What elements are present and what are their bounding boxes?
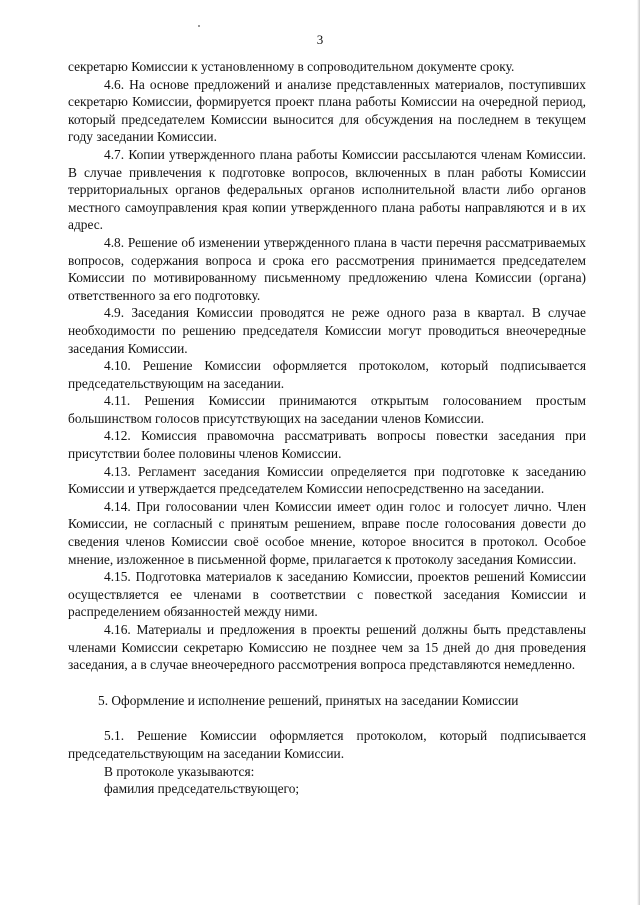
paragraph-4-14: 4.14. При голосовании член Комиссии имеет один голос и голосует лично. Член Комиссии, не согласный с принятым решением, вправе после голосования довести до сведения членов Комиссии своё особое мнение, которое вносится в протокол. Особое мнение, изложенное в письменной форме, прилагается к протоколу заседания Комиссии.	[68, 498, 586, 567]
scan-speck	[198, 25, 200, 27]
paragraph-4-13: 4.13. Регламент заседания Комиссии определяется при подготовке к заседанию Комиссии и утверждается председателем Комиссии непосредственно на заседании.	[68, 463, 586, 497]
paragraph-4-11: 4.11. Решения Комиссии принимаются открытым голосованием простым большинством голосов присутствующих на заседании членов Комиссии.	[68, 393, 586, 426]
paragraph-4-8: 4.8. Решение об изменении утвержденного плана в части перечня рассматриваемых вопросов, содержания вопроса и срока его рассмотрения принимается председателем Комиссии по мотивированному письменному предложению члена Комиссии (органа) ответственного за его подготовку.	[68, 234, 586, 303]
paragraph-4-6: 4.6. На основе предложений и анализе представленных материалов, поступивших секретарю Комиссии, формируется проект плана работы Комиссии на очередной период, который председателем Комиссии выносится для обсуждения на последнем в текущем году заседании Комиссии.	[68, 76, 586, 145]
paragraph-continuation: секретарю Комиссии к установленному в сопроводительном документе сроку.	[68, 59, 515, 74]
paragraph-4-12: 4.12. Комиссия правомочна рассматривать вопросы повестки заседания при присутствии более половины членов Комиссии.	[68, 428, 586, 462]
paragraph-4-9: 4.9. Заседания Комиссии проводятся не реже одного раза в квартал. В случае необходимости по решению председателя Комиссии могут проводиться внеочередные заседания Комиссии.	[68, 305, 586, 356]
document-body	[68, 58, 586, 798]
page-number: 3	[316, 32, 324, 47]
paragraph-4-7: 4.7. Копии утвержденного плана работы Комиссии рассылаются членам Комиссии. В случае привлечения к подготовке вопросов, включенных в план работы Комиссии территориальных органов федеральных органов исполнительной власти либо органов местного самоуправления края копии утвержденного плана работы направляются и в их адрес.	[68, 146, 586, 233]
section-5-heading: 5. Оформление и исполнение решений, принятых на заседании Комиссии	[98, 692, 519, 708]
paragraph-5-1: 5.1. Решение Комиссии оформляется протоколом, который подписывается председательствующим на заседании Комиссии.	[68, 728, 586, 761]
protocol-intro: В протоколе указываются:	[104, 763, 255, 779]
protocol-item: фамилия председательствующего;	[104, 781, 300, 797]
paragraph-4-15: 4.15. Подготовка материалов к заседанию Комиссии, проектов решений Комиссии осуществляется ее членами в соответствии с повесткой заседания Комиссии и распределением обязанностей между ними.	[68, 569, 586, 620]
paragraph-4-10: 4.10. Решение Комиссии оформляется протоколом, который подписывается председательствующим на заседании.	[68, 358, 586, 391]
paragraph-4-16: 4.16. Материалы и предложения в проекты решений должны быть представлены членами Комиссии секретарю Комиссию не позднее чем за 15 дней до дня проведения заседания, а в случае внеочередного рассмотрения вопроса представляются немедленно.	[68, 622, 586, 673]
